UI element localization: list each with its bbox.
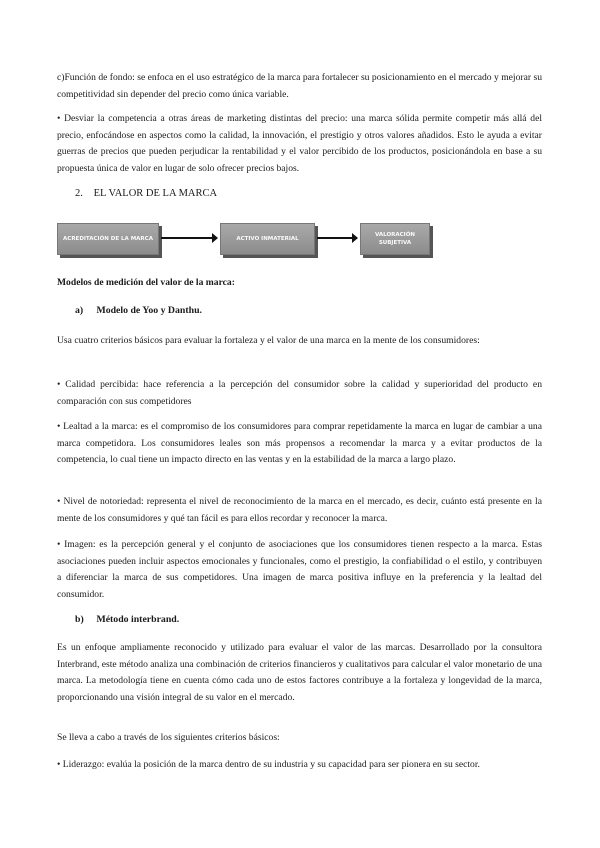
model-b-criteria-intro: Se lleva a cabo a través de los siguientes criterios básicos:: [57, 732, 280, 743]
section-title: EL VALOR DE LA MARCA: [93, 188, 218, 199]
model-a-heading: [75, 305, 202, 316]
arrow-right-icon: [161, 237, 213, 239]
model-b-intro: Es un enfoque ampliamente reconocido y utilizado para evaluar el valor de las marcas. Desarrollado por la consultora Interbrand, este método analiza una combinación de criterios financieros y cualitativos para calcular el valor monetario de una marca. La metodología tiene en cuenta cómo cada uno de estos factores contribuye a la fortaleza y longevidad de la marca, proporcionando una visión integral de su valor en el mercado.: [57, 642, 542, 703]
model-a-intro: Usa cuatro criterios básicos para evaluar la fortaleza y el valor de una marca en la mente de los consumidores:: [57, 335, 480, 346]
model-b-bullet-liderazgo: • Liderazgo: evalúa la posición de la marca dentro de su industria y su capacidad para ser pionera en su sector.: [57, 759, 480, 770]
diagram-box-valoracion: [360, 223, 430, 255]
paragraph-desviar-competencia: • Desviar la competencia a otras áreas de marketing distintas del precio: una marca sólida permite competir más allá del precio, enfocándose en aspectos como la calidad, la innovación, el prestigio y otros valores añadidos. Esto le ayuda a evitar guerras de precios que pueden perjudicar la rentabilidad y el valor percibido de los productos, posicionándola en base a su propuesta única de valor en lugar de solo ofrecer precios bajos.: [57, 113, 542, 174]
section-number: 2.: [75, 188, 83, 199]
model-a-bullet-notoriedad: • Nivel de notoriedad: representa el nivel de reconocimiento de la marca en el mercado, es decir, cuánto está presente en la mente de los consumidores y qué tan fácil es para ellos recordar y reconocer la marca.: [57, 496, 542, 524]
model-a-bullet-calidad: • Calidad percibida: hace referencia a la percepción del consumidor sobre la calidad y superioridad del producto en comparación con sus competidores: [57, 379, 542, 407]
section-heading-valor-marca: [75, 188, 217, 199]
diagram-box-label: ACREDITACIÓN DE LA MARCA: [63, 236, 153, 242]
models-heading: Modelos de medición del valor de la marca:: [57, 277, 235, 288]
brand-value-diagram: [57, 213, 432, 263]
model-b-title: Método interbrand.: [96, 614, 180, 625]
model-a-letter: a): [75, 305, 84, 316]
diagram-box-activo: [220, 223, 315, 255]
diagram-box-label: ACTIVO INMATERIAL: [236, 236, 299, 242]
paragraph-funcion-de-fondo: c)Función de fondo: se enfoca en el uso estratégico de la marca para fortalecer su posicionamiento en el mercado y mejorar su competitividad sin depender del precio como única variable.: [57, 72, 542, 100]
model-b-heading: [75, 614, 179, 625]
model-a-bullet-imagen: • Imagen: es la percepción general y el conjunto de asociaciones que los consumidores tienen respecto a la marca. Estas asociaciones pueden incluir aspectos emocionales y funcionales, como el prestigio, la confiabilidad o el estilo, y contribuyen a diferenciar la marca de sus competidores. Una imagen de marca positiva influye en la preferencia y la lealtad del consumidor.: [57, 539, 542, 600]
arrow-right-icon: [317, 237, 353, 239]
diagram-box-acreditacion: [57, 223, 159, 255]
diagram-box-label: VALORACIÓN SUBJETIVA: [375, 232, 415, 246]
model-a-title: Modelo de Yoo y Danthu.: [96, 305, 202, 316]
model-a-bullet-lealtad: • Lealtad a la marca: es el compromiso de los consumidores para comprar repetidamente la marca en lugar de cambiar a una marca competidora. Los consumidores leales son más propensos a recomendar la marca y a evitar productos de la competencia, lo cual tiene un impacto directo en las ventas y en la estabilidad de la marca a largo plazo.: [57, 421, 542, 465]
model-b-letter: b): [75, 614, 84, 625]
